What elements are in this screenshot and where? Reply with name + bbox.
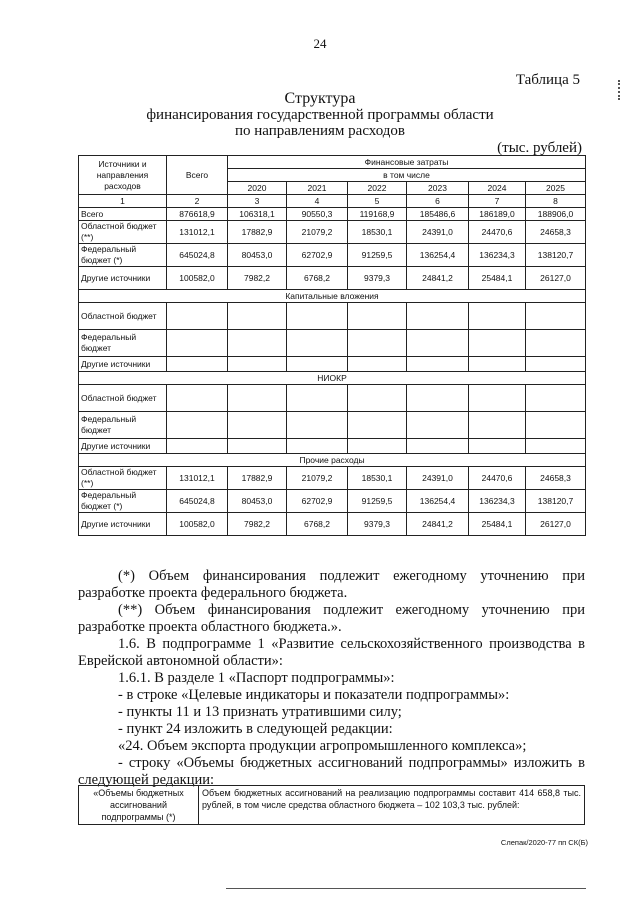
empty-cell: [228, 439, 287, 454]
row-value: 136234,3: [469, 244, 526, 267]
column-number: 6: [407, 195, 469, 208]
row-label: Областной бюджет (**): [79, 467, 167, 490]
year-header: 2023: [407, 182, 469, 195]
row-label: Другие источники: [79, 439, 167, 454]
column-number: 5: [348, 195, 407, 208]
empty-cell: [167, 412, 228, 439]
table-row: [79, 490, 586, 513]
row-value: 136254,4: [407, 490, 469, 513]
row-value: 24470,6: [469, 221, 526, 244]
empty-cell: [348, 385, 407, 412]
note-regional: (**) Объем финансирования подлежит ежегодному уточнению при разработке проекта областного бюджета.».: [78, 602, 585, 635]
header-source: Источники и направления расходов: [79, 156, 167, 195]
row-value: 6768,2: [287, 513, 348, 536]
empty-cell: [167, 385, 228, 412]
row-value: 645024,8: [167, 490, 228, 513]
empty-cell: [407, 330, 469, 357]
column-number: 8: [526, 195, 586, 208]
table-row: [79, 208, 586, 221]
empty-cell: [287, 412, 348, 439]
table-row: [79, 267, 586, 290]
row-value: 106318,1: [228, 208, 287, 221]
row-label: Областной бюджет: [79, 385, 167, 412]
financing-table: [78, 155, 586, 536]
empty-cell: [407, 439, 469, 454]
table-row: [79, 412, 586, 439]
section-niokr: НИОКР: [79, 372, 586, 385]
table-row: [79, 357, 586, 372]
empty-cell: [407, 385, 469, 412]
row-value: 131012,1: [167, 221, 228, 244]
empty-cell: [228, 303, 287, 330]
row-value: 100582,0: [167, 513, 228, 536]
clause-1-6: 1.6. В подпрограмме 1 «Развитие сельскохозяйственного производства в Еврейской автономной области»:: [78, 636, 585, 669]
table-row: [79, 385, 586, 412]
section-other: Прочие расходы: [79, 454, 586, 467]
row-value: 9379,3: [348, 267, 407, 290]
row-value: 24391,0: [407, 221, 469, 244]
row-label: Областной бюджет (**): [79, 221, 167, 244]
year-header: 2024: [469, 182, 526, 195]
row-value: 24841,2: [407, 513, 469, 536]
empty-cell: [526, 385, 586, 412]
row-value: 24470,6: [469, 467, 526, 490]
row-value: 21079,2: [287, 467, 348, 490]
empty-cell: [167, 330, 228, 357]
clause-line-indicators: - в строке «Целевые индикаторы и показатели подпрограммы»:: [118, 687, 510, 703]
empty-cell: [167, 439, 228, 454]
empty-cell: [287, 330, 348, 357]
row-value: 26127,0: [526, 267, 586, 290]
column-number: 1: [79, 195, 167, 208]
row-value: 7982,2: [228, 267, 287, 290]
empty-cell: [287, 303, 348, 330]
footer-reference: Слепак/2020-77 пп СК(Б): [500, 838, 588, 847]
note-federal: (*) Объем финансирования подлежит ежегодному уточнению при разработке проекта федерального бюджета.: [78, 568, 585, 601]
row-value: 17882,9: [228, 221, 287, 244]
empty-cell: [526, 412, 586, 439]
passport-right: Объем бюджетных ассигнований на реализацию подпрограммы составит 414 658,8 тыс. рублей, в том числе средства областного бюджета – 102 103,3 тыс. рублей:: [199, 786, 585, 825]
clause-1-6-1: 1.6.1. В разделе 1 «Паспорт подпрограммы»:: [118, 670, 395, 686]
row-value: 24391,0: [407, 467, 469, 490]
row-label: Всего: [79, 208, 167, 221]
bottom-rule: [226, 888, 586, 889]
table-title-line-1: Структура: [284, 90, 356, 107]
row-value: 26127,0: [526, 513, 586, 536]
table-row: [79, 439, 586, 454]
row-value: 24658,3: [526, 467, 586, 490]
table-row: [79, 513, 586, 536]
page-number: 24: [313, 36, 327, 51]
empty-cell: [348, 439, 407, 454]
row-value: 119168,9: [348, 208, 407, 221]
row-value: 25484,1: [469, 513, 526, 536]
empty-cell: [287, 439, 348, 454]
column-number: 4: [287, 195, 348, 208]
row-value: 24841,2: [407, 267, 469, 290]
empty-cell: [228, 385, 287, 412]
year-header: 2022: [348, 182, 407, 195]
row-value: 185486,6: [407, 208, 469, 221]
row-value: 876618,9: [167, 208, 228, 221]
empty-cell: [348, 412, 407, 439]
column-number: 3: [228, 195, 287, 208]
row-label: Федеральный бюджет (*): [79, 244, 167, 267]
row-label: Областной бюджет: [79, 303, 167, 330]
row-value: 21079,2: [287, 221, 348, 244]
table-row: [79, 330, 586, 357]
row-value: 24658,3: [526, 221, 586, 244]
row-value: 62702,9: [287, 490, 348, 513]
row-value: 138120,7: [526, 244, 586, 267]
row-value: 18530,1: [348, 467, 407, 490]
row-value: 90550,3: [287, 208, 348, 221]
clause-points-void: - пункты 11 и 13 признать утратившими силу;: [118, 704, 402, 720]
empty-cell: [287, 385, 348, 412]
column-number: 2: [167, 195, 228, 208]
column-number-row: [79, 195, 586, 208]
table-row: [79, 221, 586, 244]
row-value: 9379,3: [348, 513, 407, 536]
empty-cell: [469, 330, 526, 357]
row-value: 131012,1: [167, 467, 228, 490]
row-label: Федеральный бюджет: [79, 412, 167, 439]
empty-cell: [407, 357, 469, 372]
empty-cell: [167, 303, 228, 330]
row-label: Федеральный бюджет (*): [79, 490, 167, 513]
empty-cell: [469, 412, 526, 439]
row-value: 138120,7: [526, 490, 586, 513]
row-value: 188906,0: [526, 208, 586, 221]
capital-rows: [79, 303, 586, 372]
table-label: Таблица 5: [515, 72, 580, 88]
row-value: 18530,1: [348, 221, 407, 244]
row-value: 136254,4: [407, 244, 469, 267]
other-rows: [79, 467, 586, 536]
empty-cell: [407, 303, 469, 330]
empty-cell: [348, 330, 407, 357]
row-value: 186189,0: [469, 208, 526, 221]
units-label: (тыс. рублей): [497, 140, 582, 156]
empty-cell: [228, 412, 287, 439]
clause-budget-line: - строку «Объемы бюджетных ассигнований подпрограммы» изложить в следующей редакции:: [78, 755, 585, 788]
row-value: 6768,2: [287, 267, 348, 290]
row-value: 136234,3: [469, 490, 526, 513]
row-value: 91259,5: [348, 490, 407, 513]
empty-cell: [228, 357, 287, 372]
passport-left: «Объемы бюджетных ассигнований подпрограммы (*): [79, 786, 199, 825]
main-rows: [79, 208, 586, 290]
row-value: 62702,9: [287, 244, 348, 267]
header-incl: в том числе: [228, 169, 586, 182]
table-title-line-3: по направлениям расходов: [234, 123, 405, 139]
scan-edge-mark: [618, 80, 620, 100]
empty-cell: [469, 303, 526, 330]
year-header: 2020: [228, 182, 287, 195]
empty-cell: [469, 439, 526, 454]
table-row: [79, 303, 586, 330]
passport-table: [78, 785, 585, 825]
section-capital: Капитальные вложения: [79, 290, 586, 303]
empty-cell: [287, 357, 348, 372]
empty-cell: [228, 330, 287, 357]
niokr-rows: [79, 385, 586, 454]
empty-cell: [526, 330, 586, 357]
table-title-line-2: финансирования государственной программы области: [146, 107, 494, 123]
empty-cell: [469, 357, 526, 372]
empty-cell: [407, 412, 469, 439]
row-label: Другие источники: [79, 267, 167, 290]
clause-point-24: - пункт 24 изложить в следующей редакции:: [118, 721, 393, 737]
column-number: 7: [469, 195, 526, 208]
empty-cell: [469, 385, 526, 412]
row-label: Другие источники: [79, 513, 167, 536]
year-header: 2021: [287, 182, 348, 195]
header-fin: Финансовые затраты: [228, 156, 586, 169]
row-label: Федеральный бюджет: [79, 330, 167, 357]
row-value: 17882,9: [228, 467, 287, 490]
row-value: 91259,5: [348, 244, 407, 267]
row-value: 80453,0: [228, 244, 287, 267]
clause-export: «24. Объем экспорта продукции агропромышленного комплекса»;: [118, 738, 527, 754]
year-header: 2025: [526, 182, 586, 195]
empty-cell: [526, 303, 586, 330]
empty-cell: [348, 303, 407, 330]
row-label: Другие источники: [79, 357, 167, 372]
row-value: 25484,1: [469, 267, 526, 290]
row-value: 100582,0: [167, 267, 228, 290]
empty-cell: [526, 357, 586, 372]
table-row: [79, 244, 586, 267]
header-total: Всего: [167, 156, 228, 195]
row-value: 7982,2: [228, 513, 287, 536]
row-value: 80453,0: [228, 490, 287, 513]
row-value: 645024,8: [167, 244, 228, 267]
empty-cell: [526, 439, 586, 454]
table-row: [79, 467, 586, 490]
empty-cell: [348, 357, 407, 372]
empty-cell: [167, 357, 228, 372]
